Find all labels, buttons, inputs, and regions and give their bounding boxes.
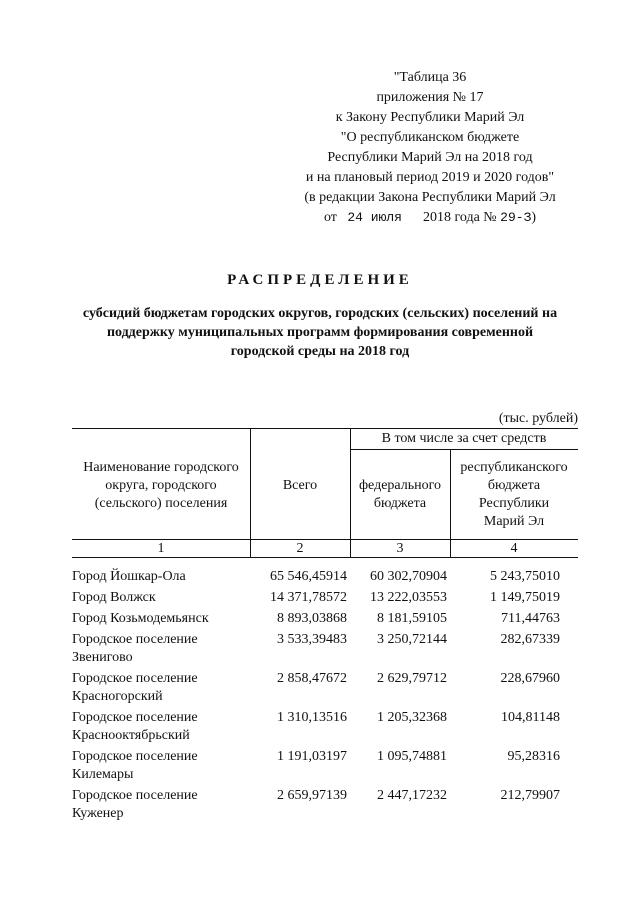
row-total: 2 659,97139 <box>277 788 347 803</box>
subtitle-line: городской среды на 2018 год <box>230 344 410 359</box>
header-line-period: и на плановый период 2019 и 2020 годов" <box>305 170 555 185</box>
header-group: В том числе за счет средств <box>381 431 547 446</box>
row-republic: 711,44763 <box>501 611 560 626</box>
row-name-line: Красногорский <box>72 689 163 704</box>
row-name-line: Городское поселение <box>72 788 198 803</box>
header-federal-line: бюджета <box>373 496 427 511</box>
col-number-2: 2 <box>296 541 304 556</box>
date-suffix: ) <box>531 210 537 225</box>
table-header <box>72 428 578 558</box>
row-name <box>72 631 262 667</box>
document-title: РАСПРЕДЕЛЕНИЕ <box>227 272 413 288</box>
header-republic <box>450 459 578 531</box>
col-number-3: 3 <box>396 541 404 556</box>
header-top-rule <box>72 428 578 429</box>
row-name-line: Куженер <box>72 806 124 821</box>
table-row <box>72 709 578 745</box>
header-line-year: Республики Марий Эл на 2018 год <box>327 150 533 165</box>
row-name-line: Городское поселение <box>72 749 198 764</box>
header-name-line: (сельского) поселения <box>94 496 228 511</box>
header-line-appendix: приложения № 17 <box>376 90 484 105</box>
header-line-budget: "О республиканском бюджете <box>340 130 520 145</box>
row-name-line: Город Йошкар-Ола <box>72 569 186 584</box>
header-republic-line: Республики <box>478 496 550 511</box>
header-line-law: к Закону Республики Марий Эл <box>335 110 525 125</box>
row-total: 1 310,13516 <box>277 710 347 725</box>
row-republic: 228,67960 <box>500 671 560 686</box>
row-federal: 2 629,79712 <box>377 671 447 686</box>
row-name <box>72 748 262 784</box>
header-federal <box>350 477 450 513</box>
table-row <box>72 610 578 628</box>
row-total: 65 546,45914 <box>270 569 347 584</box>
row-name-line: Килемары <box>72 767 134 782</box>
row-name-line: Городское поселение <box>72 671 198 686</box>
row-name <box>72 610 262 628</box>
row-name <box>72 787 262 823</box>
header-name <box>72 459 250 513</box>
row-federal: 1 205,32368 <box>377 710 447 725</box>
row-name <box>72 709 262 745</box>
header-republic-line: республиканского <box>460 460 568 475</box>
row-republic: 282,67339 <box>500 632 560 647</box>
table-row <box>72 670 578 706</box>
table-row <box>72 589 578 607</box>
col-number-1: 1 <box>157 541 165 556</box>
appendix-header <box>280 68 580 228</box>
table-row <box>72 787 578 823</box>
row-federal: 8 181,59105 <box>377 611 447 626</box>
row-federal: 13 222,03553 <box>370 590 447 605</box>
header-line-date <box>280 208 580 228</box>
row-republic: 5 243,75010 <box>490 569 560 584</box>
row-name <box>72 589 262 607</box>
subtitle-line: субсидий бюджетам городских округов, городских (сельских) поселений на <box>82 306 558 321</box>
row-federal: 2 447,17232 <box>377 788 447 803</box>
row-federal: 3 250,72144 <box>377 632 447 647</box>
row-name-line: Звенигово <box>72 650 133 665</box>
row-name <box>72 568 262 586</box>
row-republic: 1 149,75019 <box>490 590 560 605</box>
row-name-line: Городское поселение <box>72 710 198 725</box>
row-total: 14 371,78572 <box>270 590 347 605</box>
row-republic: 95,28316 <box>507 749 560 764</box>
table-body <box>72 568 578 826</box>
header-total: Всего <box>282 478 318 493</box>
row-federal: 1 095,74881 <box>377 749 447 764</box>
table-row <box>72 631 578 667</box>
document-subtitle <box>60 304 580 361</box>
date-prefix: от <box>323 210 337 225</box>
row-republic: 212,79907 <box>500 788 560 803</box>
row-name-line: Город Козьмодемьянск <box>72 611 209 626</box>
table-row <box>72 568 578 586</box>
header-federal-line: федерального <box>358 478 442 493</box>
header-name-line: округа, городского <box>105 478 217 493</box>
header-name-line: Наименование городского <box>83 460 239 475</box>
row-name <box>72 670 262 706</box>
units-label: (тыс. рублей) <box>498 411 578 426</box>
header-mid-rule <box>350 449 578 450</box>
row-name-line: Краснооктябрьский <box>72 728 190 743</box>
col-number-4: 4 <box>510 541 518 556</box>
header-republic-line: бюджета <box>487 478 541 493</box>
row-name-line: Городское поселение <box>72 632 198 647</box>
header-line-table: "Таблица 36 <box>393 70 467 85</box>
header-republic-line: Марий Эл <box>483 514 545 529</box>
row-total: 8 893,03868 <box>277 611 347 626</box>
date-middle: 2018 года № <box>422 210 497 225</box>
row-federal: 60 302,70904 <box>370 569 447 584</box>
header-line-edition: (в редакции Закона Республики Марий Эл <box>304 190 556 205</box>
row-total: 1 191,03197 <box>277 749 347 764</box>
row-name-line: Город Волжск <box>72 590 156 605</box>
subtitle-line: поддержку муниципальных программ формирования современной <box>106 325 534 340</box>
row-total: 2 858,47672 <box>277 671 347 686</box>
date-value: 24 июля <box>347 210 402 225</box>
table-row <box>72 748 578 784</box>
row-total: 3 533,39483 <box>277 632 347 647</box>
row-republic: 104,81148 <box>501 710 560 725</box>
law-number: 29-З <box>500 210 532 225</box>
